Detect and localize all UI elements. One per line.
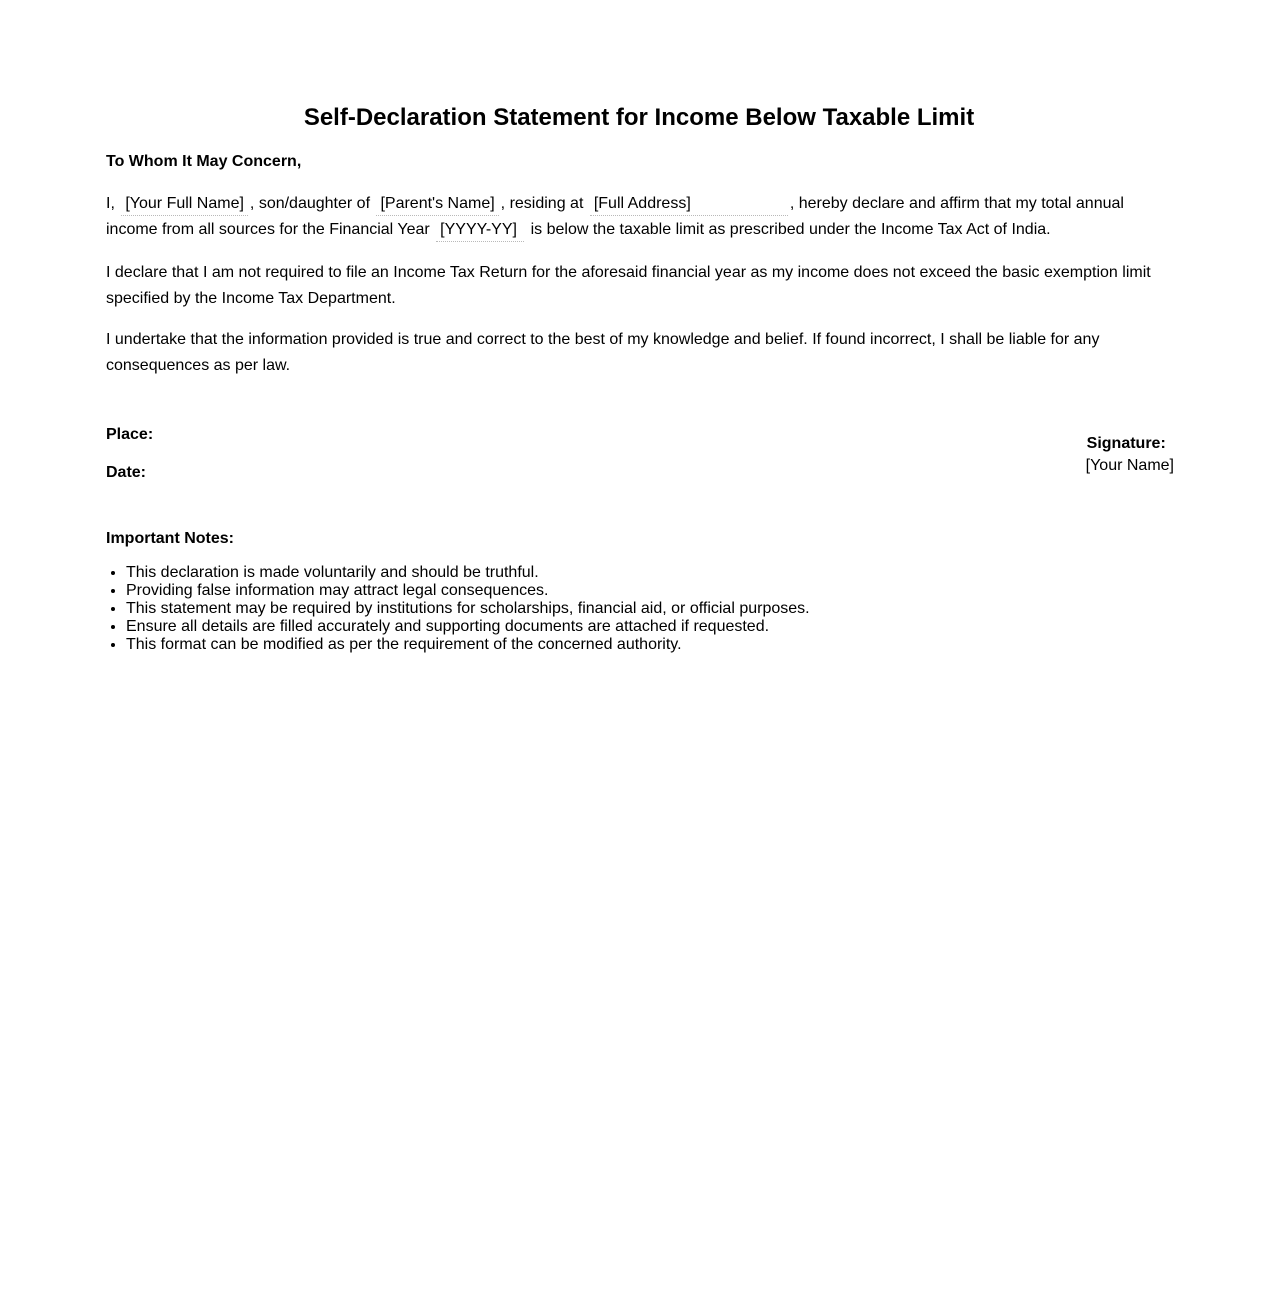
signature-name: [Your Name] [1085,457,1174,474]
paragraph-text-d: , hereby declare and affirm that my total annual income from all sources for the Financial Year [106,195,1124,238]
list-item: • Providing false information may attract legal consequences. [126,582,810,600]
undertaking-paragraph: I undertake that the information provided is true and correct to the best of my knowledge and belief. If found incorrect, I shall be liable for any consequences as per law. [106,331,1100,374]
list-item: • Ensure all details are filled accurately and supporting documents are attached if requested. [126,618,810,636]
signature-block [1086,433,1174,477]
declaration-paragraph [106,191,1174,243]
notes-list [106,564,810,654]
financial-year-field[interactable]: [YYYY-YY] [436,219,524,242]
place-label: Place: [106,426,154,443]
paragraph-text-c: , residing at [500,195,588,212]
list-item: • This declaration is made voluntarily and should be truthful. [126,564,810,582]
list-item: • This statement may be required by institutions for scholarships, financial aid, or official purposes. [126,600,810,618]
parent-name-field[interactable]: [Parent's Name] [376,193,498,216]
list-item: • This format can be modified as per the requirement of the concerned authority. [126,636,810,654]
full-name-field[interactable]: [Your Full Name] [121,193,248,216]
paragraph-text-a: I, [106,195,120,212]
paragraph-text-e: is below the taxable limit as prescribed under the Income Tax Act of India. [526,221,1051,238]
notes-heading: Important Notes: [106,530,234,547]
exemption-paragraph: I declare that I am not required to file an Income Tax Return for the aforesaid financial year as my income does not exceed the basic exemption limit specified by the Income Tax Department. [106,264,1151,307]
signature-label: Signature: [1086,435,1166,452]
date-label: Date: [106,464,147,481]
paragraph-text-b: , son/daughter of [249,195,375,212]
address-field[interactable]: [Full Address] [590,193,788,216]
salutation: To Whom It May Concern, [106,153,302,170]
page-title: Self-Declaration Statement for Income Below Taxable Limit [303,104,975,131]
